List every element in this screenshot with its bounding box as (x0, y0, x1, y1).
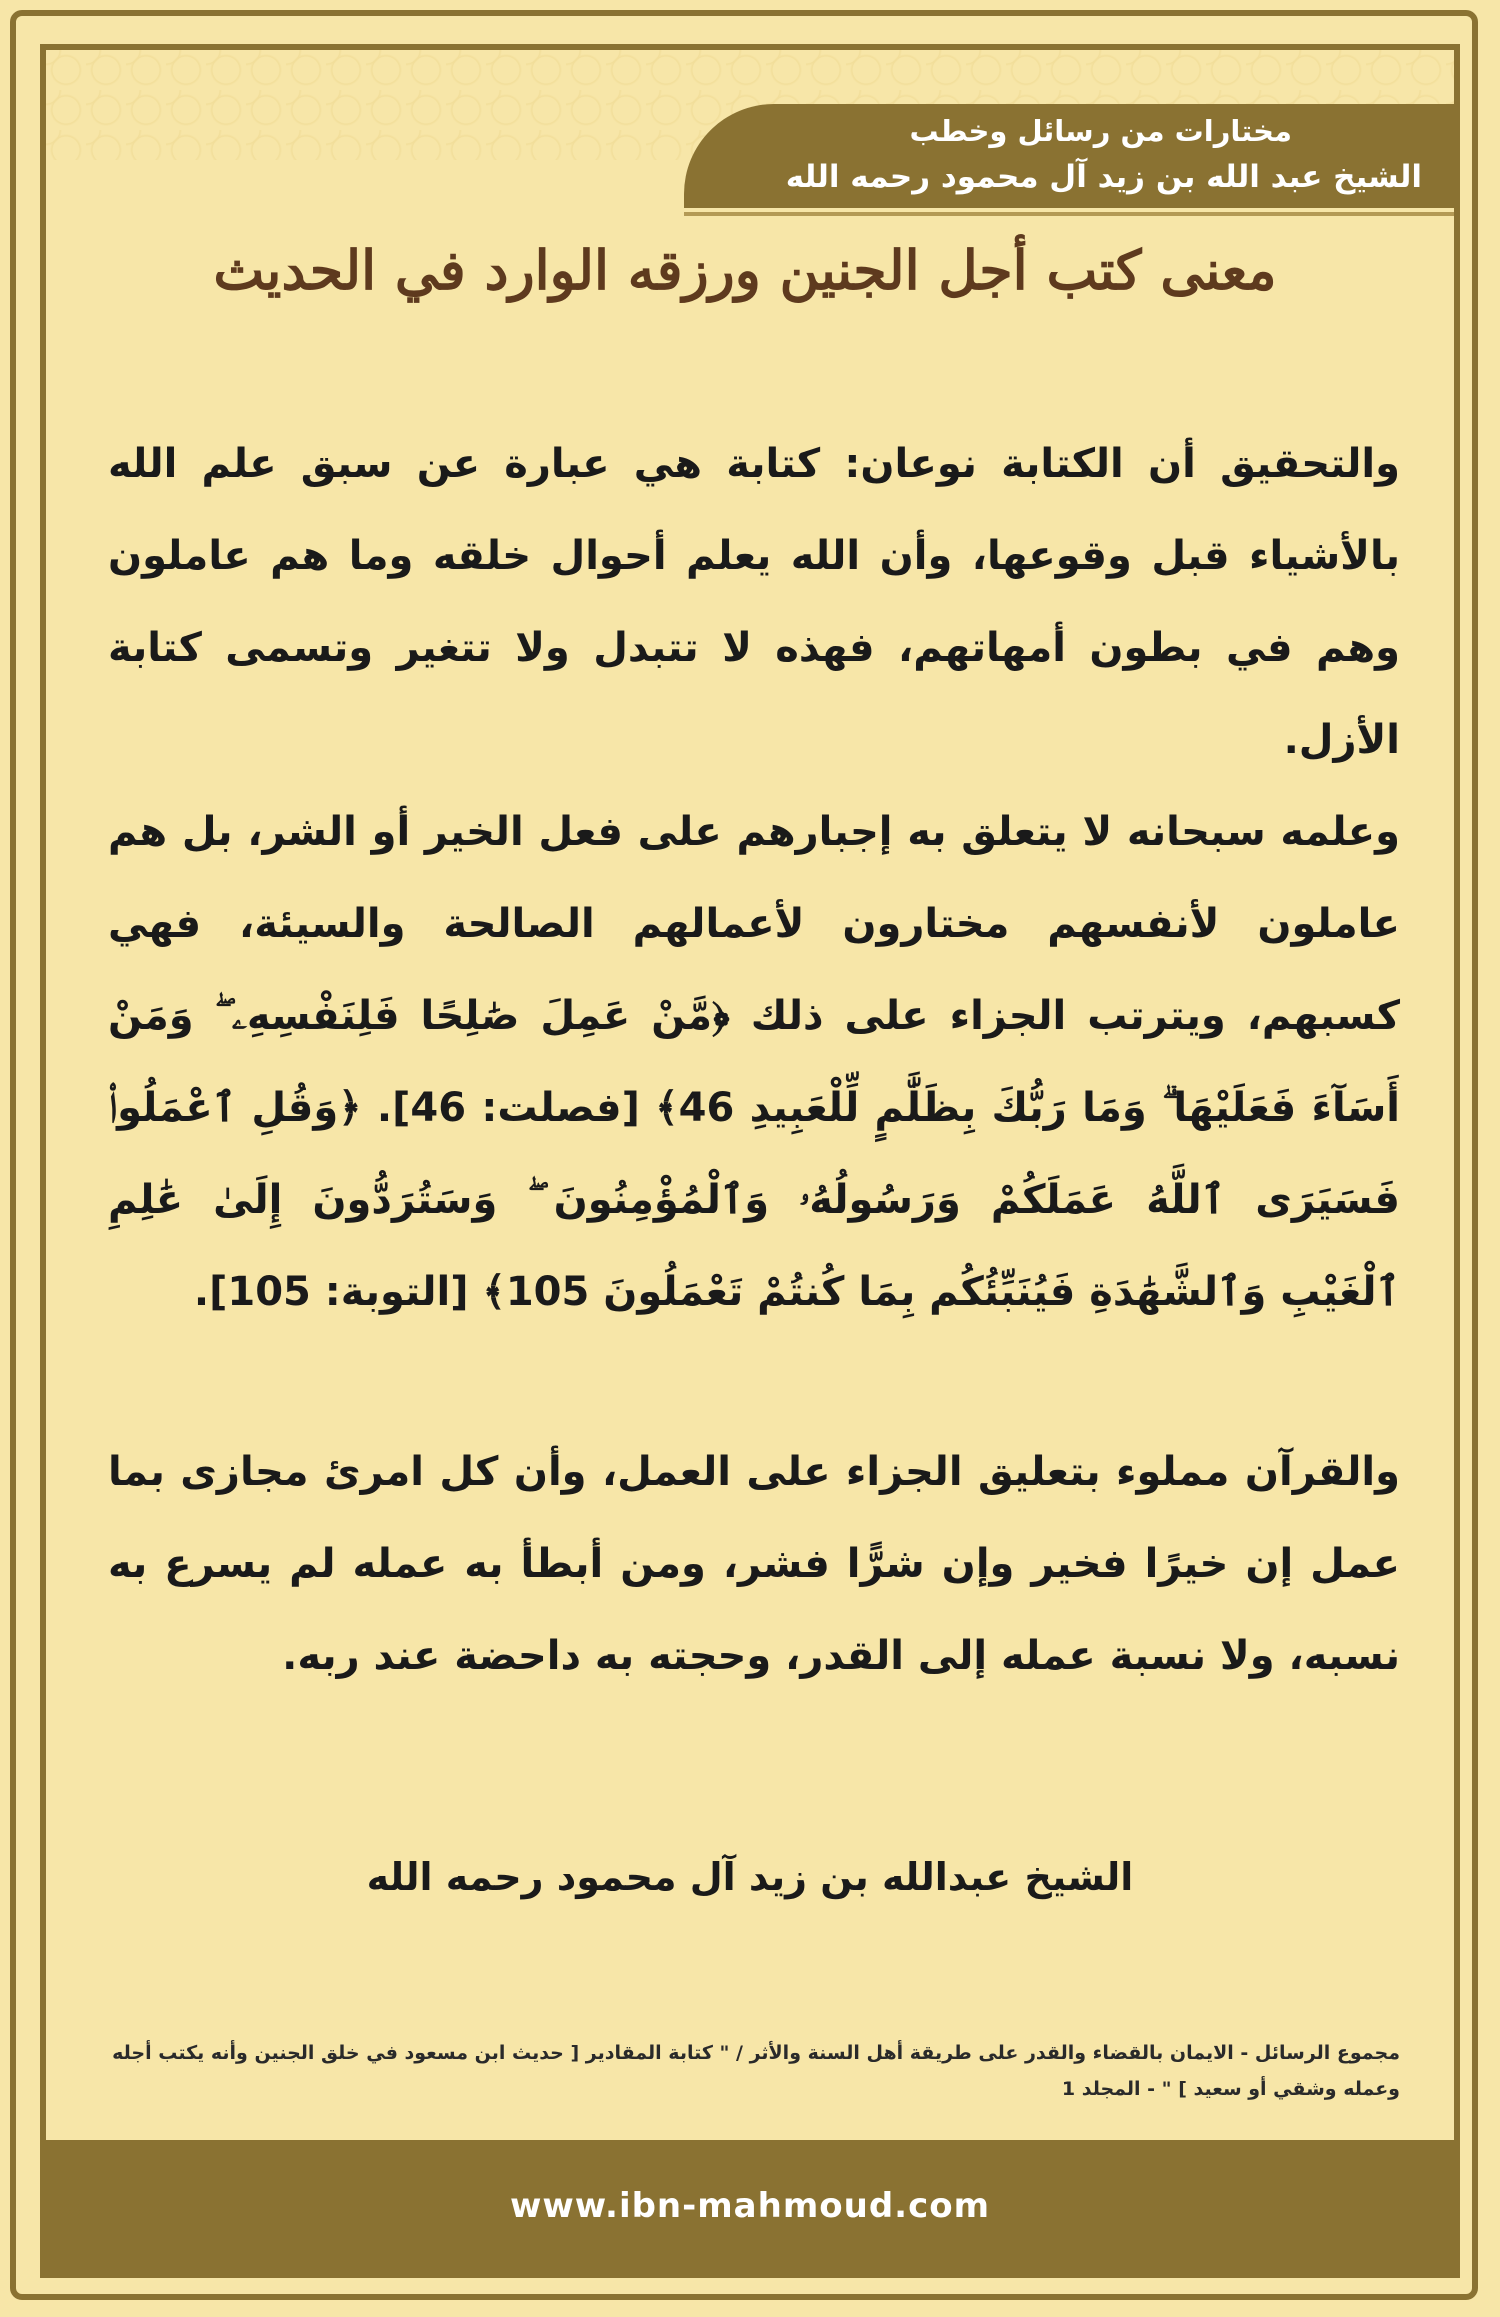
signature: الشيخ عبدالله بن زيد آل محمود رحمه الله (366, 1855, 1134, 1899)
source-reference: مجموع الرسائل - الايمان بالقضاء والقدر على طريقة أهل السنة والأثر / " كتابة المقادير [ حديث ابن مسعود في خلق الجنين وأنه يكتب أجله وعمله وشقي أو سعيد ] " - المجلد 1 (112, 2042, 1400, 2100)
article-body (108, 418, 1400, 1702)
website-link[interactable]: www.ibn-mahmoud.com (509, 2186, 991, 2226)
author-header: الشيخ عبد الله بن زيد آل محمود رحمه الله (785, 159, 1422, 195)
series-title: مختارات من رسائل وخطب (909, 114, 1292, 148)
footer-band (46, 2140, 1454, 2272)
header-band (684, 104, 1454, 208)
header-underline (684, 212, 1454, 216)
paragraph-1: والتحقيق أن الكتابة نوعان: كتابة هي عبارة عن سبق علم الله بالأشياء قبل وقوعها، وأن الله يعلم أحوال خلقه وما هم عاملون وهم في بطون أمهاتهم، فهذه لا تتبدل ولا تتغير وتسمى كتابة الأزل. (108, 441, 1400, 763)
paragraph-3: والقرآن مملوء بتعليق الجزاء على العمل، وأن كل امرئ مجازى بما عمل إن خيرًا فخير وإن شرًّا فشر، ومن أبطأ به عمله لم يسرع به نسبه، ولا نسبة عمله إلى القدر، وحجته به داحضة عند ربه. (108, 1449, 1400, 1679)
paragraph-2: وعلمه سبحانه لا يتعلق به إجبارهم على فعل الخير أو الشر، بل هم عاملون لأنفسهم مختارون لأعمالهم الصالحة والسيئة، فهي كسبهم، ويترتب الجزاء على ذلك ﴿مَّنْ عَمِلَ صَٰلِحًا فَلِنَفْسِهِۦ ۖ وَمَنْ أَسَآءَ فَعَلَيْهَا ۗ وَمَا رَبُّكَ بِظَلَّٰمٍ لِّلْعَبِيدِ 46﴾ [فصلت: 46]. ﴿وَقُلِ ٱعْمَلُوا۟ فَسَيَرَى ٱللَّهُ عَمَلَكُمْ وَرَسُولُهُۥ وَٱلْمُؤْمِنُونَ ۖ وَسَتُرَدُّونَ إِلَىٰ عَٰلِمِ ٱلْغَيْبِ وَٱلشَّهَٰدَةِ فَيُنَبِّئُكُم بِمَا كُنتُمْ تَعْمَلُونَ 105﴾ [التوبة: 105]. (108, 809, 1401, 1315)
page-title: معنى كتب أجل الجنين ورزقه الوارد في الحديث (213, 238, 1277, 302)
